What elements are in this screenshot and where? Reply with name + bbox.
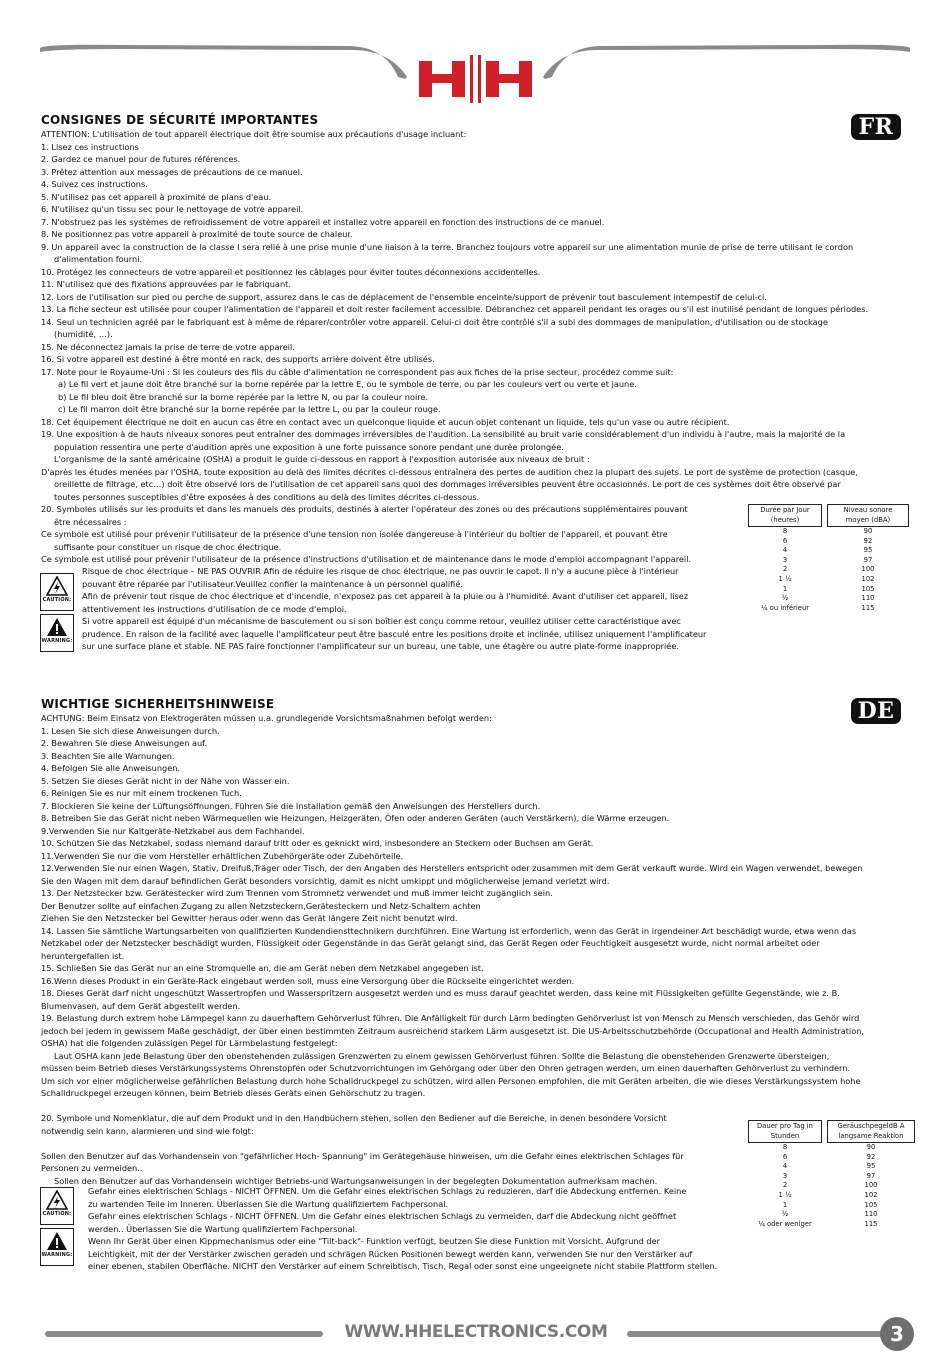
table-row: 3 97 [782,1171,876,1180]
text-line: 1. Lesen Sie sich diese Anweisungen durch. [41,725,220,736]
table-row: ¼ ou inférieur 115 [760,603,875,612]
table-row: ½ 110 [781,1210,878,1219]
text-line: 1. Lisez ces instructions [41,141,139,152]
hh-logo [419,55,532,103]
text-line: Um sich vor einer möglicherweise gefährlichen Belastung durch hohe Schalldruckpegel zu schützen, wird allen Personen empfohlen, die mit Geräten arbeiten, die wie dieses Verstärkungssystem hohe [41,1075,861,1086]
text-line: toutes personnes susceptibles d'être exposées à des conditions au delà des limites décrites ci-dessous. [54,491,480,502]
text-line: Gefahr eines elektrischen Schlags - NICHT ÖFFNEN. Um die Gefahr eines elektrischen Schlags zu reduzieren, darf die Abdeckung entfernen. Keine [88,1186,687,1196]
table-header-duration: Durée par Jour (heures) [748,504,822,527]
text-line: 14. Seul un technicien agréé par le fabriquant est à même de réparer/contrôler votre appareil. Celui-ci doit être contrôlé s'il a subi des dommages de manipulation, d'utilisation ou de stockage [41,316,828,327]
table-row: 2 100 [782,1181,878,1190]
text-line: 9. Un appareil avec la construction de la classe I sera relié à une prise munie d'une liaison à la terre. Branchez toujours votre appareil sur une alimentation munie de prise de terre utilisant le cordon [41,241,854,252]
text-line: 16.Wenn dieses Produkt in ein Geräte-Rack eingebaut werden soll, muss eine Versorgung über die Rückseite eingerichtet werden. [41,975,575,986]
table-header-level: GeräuschpegeldB A langsame Reaktion [827,1120,915,1143]
text-line: être nécessaires : [54,516,127,527]
text-line: a) Le fil vert et jaune doit être branché sur la borne repérée par la lettre E, ou le symbole de terre, ou par les couleurs vert ou verte et jaune. [58,379,637,389]
text-line: 20. Symbole und Nomenklatur, die auf dem Produkt und in den Handbüchern stehen, sollen den Bediener auf die Bereiche, in denen besondere Vorsicht [41,1113,667,1123]
table-row: 3 97 [782,555,873,564]
text-line: werden.. Überlassen Sie die Wartung qualifiziertem Fachpersonal. [88,1223,358,1234]
table-row: 1 ½ 102 [778,1190,878,1199]
table-row: ¼ oder weniger 115 [758,1219,878,1228]
text-line: Afin de prévenir tout risque de choc électrique et d'incendie, n'exposez pas cet appareil à la pluie ou à l'humidité. Avant d'utiliser cet appareil, lisez [82,591,689,601]
text-line: 2. Bewahren Sie diese Anweisungen auf. [41,738,208,748]
text-line: 11. N'utilisez que des fixations approuvées par le fabriquant. [41,279,291,289]
safety-text-fr [41,128,911,566]
text-line: Si votre appareil est équipé d'un mécanisme de basculement ou si son boîtier est conçu comme retour, veuillez utiliser cette caractéristique avec [82,616,681,626]
text-line: 13. Der Netzstecker bzw. Gerätestecker wird zum Trennen vom Stromnetz verwendet und muß immer leicht zugänglich sein. [41,888,553,898]
text-line: 16. Si votre appareil est destiné à être monté en rack, des supports arrière doivent être utilisés. [41,354,435,364]
text-line: oreillette de filtrage, etc…) doit être observé lors de l'utilisation de cet appareil sans quoi des dommages irréversibles peuvent être occasionnés. Le port de ces systèmes doit être observé par [54,479,841,489]
text-line: 18. Cet équipement électrique ne doit en aucun cas être en contact avec un quelconque liquide et aucun objet contenant un liquide, tels qu'un vase ou autre récipient. [41,416,730,427]
text-line: 8. Ne positionnez pas votre appareil à proximité de toute source de chaleur. [41,229,353,239]
table-row: 1 ½ 102 [778,574,875,583]
table-row: 2 100 [782,565,875,574]
table-row: 4 95 [782,1162,876,1171]
text-line: Ce symbole est utilisé pour prévenir l'utilisateur de la présence d'instructions d'utilisation et de maintenance dans le mode d'emploi accompagnant l'appareil. [41,554,692,564]
text-line: Schalldruckpegel erzeugen können, beim Betrieb dieses Geräts einen Gehörschutz zu tragen. [41,1088,426,1098]
warning-icons-de [40,1187,74,1269]
text-line: Laut OSHA kann jede Belastung über den obenstehenden zulässigen Grenzwerten zu einem gewissen Gehörverlust führen. Sollte die Belastung die obenstehenden Grenzwerte übersteigen, [54,1050,830,1061]
text-line: 7. Blockieren Sie keine der Lüftungsöffnungen. Führen Sie die Installation gemäß den Anweisungen des Herstellers durch. [41,800,541,811]
page-number: 3 [880,1317,914,1351]
text-line: 6. Reinigen Sie es nur mit einem trockenen Tuch. [41,788,242,798]
text-line [41,1100,911,1113]
text-line: suffisante pour constituer un risque de choc électrique. [54,541,282,552]
text-line: notwendig sein kann, alarmieren und sind wie folgt: [41,1125,254,1136]
text-line: 4. Suivez ces instructions. [41,179,148,189]
text-line: Sollen den Benutzer auf das Vorhandensein wichtiger Betriebs-und Wartungsanweisungen in der begelegten Dokumentation aufmerksam machen. [54,1175,658,1186]
warning-icons-fr [40,573,74,655]
table-row: 1 105 [782,1200,878,1209]
text-line: heruntergefallen ist. [41,950,125,961]
table-row: 8 90 [782,527,873,535]
language-badge-fr: FR [851,114,901,140]
text-line: 4. Befolgen Sie alle Anweisungen. [41,763,181,773]
table-row: 6 92 [782,1152,876,1161]
table-header-level: Niveau sonore moyen (dBA) [827,504,909,527]
text-line: Ziehen Sie den Netzstecker bei Gewitter heraus oder wenn das Gerät längere Zeit nicht benutzt wird. [41,913,458,923]
text-line: 8. Betreiben Sie das Gerät nicht neben Wärmequellen wie Heizungen, Heizgeräten, Öfen oder anderen Geräten (auch Verstärkern), die Wärme erzeugen. [41,813,670,823]
text-line: jedoch bei jedem in gewissem Maße geschädigt, der über einen bestimmten Zeitraum ausreichend starkem Lärm ausgesetzt ist. Die US-Arbeitsschutzbehörde (Occupational and Health Administration, [41,1025,865,1036]
text-line: Gefahr eines elektrischen Schlags - NICHT ÖFFNEN. Um die Gefahr eines elektrischen Schlags zu vermeiden, darf die Abdeckung nicht geöffnet [88,1211,677,1221]
text-line: 19. Belastung durch extrem hohe Lärmpegel kann zu dauerhaftem Gehörverlust führen. Die Anfälligkeit für durch Lärm bedingten Gehörverlust ist von Mensch zu Mensch verschieden, das Gehör wird [41,1013,860,1023]
text-line: sur une surface plane et stable. NE PAS faire fonctionner l'amplificateur sur un bureau, une table, une étagère ou autre plate-forme inappropriée. [82,641,679,651]
text-line: 15. Schließen Sie das Gerät nur an eine Stromquelle an, die am Gerät neben dem Netzkabel angegeben ist. [41,963,484,973]
text-line: Wenn Ihr Gerät über einen Kippmechanismus oder eine "Tilt-back"- Funktion verfügt, beutzen Sie diese Funktion mit Vorsicht. Aufgrund der [88,1236,661,1246]
text-line: 19. Une exposition à de hauts niveaux sonores peut entraîner des dommages irréversibles de l'audition. La sensibilité au bruit varie considérablement d'un individu à l'autre, mais la majorité de la [41,429,846,439]
section-title-de: WICHTIGE SICHERHEITSHINWEISE [41,697,275,711]
text-line: einer ebenen, stabilen Oberfläche. NICHT den Verstärker auf einem Schreibtisch, Tisch, Regal oder sonst eine ungeeignete nicht stabile Plattform stellen. [88,1261,718,1271]
text-line: müssen beim Betrieb dieses Verstärkungssystems Ohrenstopfen oder Schutzvorrichtungen im Gehörgang oder über den Ohren getragen werden, um einen dauerhaften Gehörverlust zu verhindern. [41,1063,851,1073]
text-line: 10. Schützen Sie das Netzkabel, sodass niemand darauf tritt oder es geknickt wird, insbesondere an Steckern oder Buchsen am Gerät. [41,838,594,848]
noise-table-fr [743,504,914,613]
text-line: Personen zu vermeiden.. [41,1163,143,1173]
text-line: 9.Verwenden Sie nur Kaltgeräte-Netzkabel aus dem Fachhandel. [41,825,305,836]
text-line: 10. Protégez les connecteurs de votre appareil et positionnez les câblages pour éviter toutes déconnexions accidentelles. [41,266,541,277]
caution-label: CAUTION: [42,1211,72,1217]
website-link[interactable]: WWW.HHELECTRONICS.COM [344,1322,608,1342]
text-line: 2. Gardez ce manuel pour de futures références. [41,154,241,164]
text-line: 6. N'utilisez qu'un tissu sec pour le nettoyage de votre appareil. [41,204,304,214]
table-header-duration: Dauer pro Tag in Stunden [748,1120,822,1143]
language-badge-de: DE [851,698,901,724]
text-line: 7. N'obstruez pas les systèmes de refroidissement de votre appareil et installez votre appareil en fonction des instructions de ce manuel. [41,216,605,227]
table-row: 1 105 [782,584,875,593]
warning-icon [40,614,74,652]
text-line: 15. Ne déconnectez jamais la prise de terre de votre appareil. [41,341,295,352]
caution-block-de [88,1185,717,1273]
text-line: prudence. En raison de la facilité avec laquelle l'amplificateur peut être basculé entre les positions droite et inclinée, utilisez uniquement l'amplificateur [82,628,707,639]
text-line: 3. Prêtez attention aux messages de précautions de ce manuel. [41,166,303,177]
caution-block-fr [82,565,706,653]
text-line: 18. Dieses Gerät darf nicht ungeschützt Wassertropfen und Wasserspritzern ausgesetzt werden und es muss darauf geachtet werden, dass keine mit Flüssigkeiten gefüllte Gegenstände, wie z. B. [41,988,840,998]
text-line: (humidité, …). [54,329,113,339]
text-line: L'organisme de la santé américaine (OSHA) a produit le guide ci-dessous en rapport à l'exposition autorisée aux niveaux de bruit : [54,454,590,464]
text-line: D'après les études menées par l'OSHA, toute exposition au delà des limites décrites ci-dessous entraînera des pertes de audition chez la plupart des sujets. Le port de système de protection (casque, [41,466,858,477]
text-line: 5. Setzen Sie dieses Gerät nicht in der Nähe von Wasser ein. [41,775,290,786]
text-line: c) Le fil marron doit être branché sur la borne repérée par la lettre L, ou par la couleur rouge. [58,404,441,414]
text-line: population ressentira une perte d'audition après une exposition à une forte puissance sonore pendant une durée prolongée. [54,441,564,452]
text-line: attentivement les instructions d'utilisation de ce mode d'emploi. [82,603,347,614]
text-line: Der Benutzer sollte auf einfachen Zugang zu allen Netzsteckern,Gerätesteckern und Netz-Schaltern achten [41,900,481,911]
table-row: 6 92 [782,536,873,545]
text-line: 20. Symboles utilisés sur les produits et dans les manuels des produits, destinés à alerter l'opérateur des zones ou des précautions supplémentaires pouvant [41,504,688,514]
warning-label: WARNING: [41,638,73,644]
text-line: Ce symbole est utilisé pour prévenir l'utilisateur de la présence d'une tension non isolée dangereuse à l'intérieur du boîtier de l'appareil, et pouvant être [41,529,668,539]
text-line: Netzkabel oder der Netzstecker beschädigt wurden, Flüssigkeit oder Gegenstände in das Gerät gelangt sind, das Gerät Regen oder Feuchtigkeit ausgesetzt wurde, nicht normal arbeitet oder [41,938,820,948]
text-line: 17. Note pour le Royaume-Uni : Si les couleurs des fils du câble d'alimentation ne correspondent pas aux fiches de la prise secteur, procédez comme suit: [41,366,674,377]
text-line: ACHTUNG: Beim Einsatz von Elektrogeräten müssen u.a. grundlegende Vorsichtsmaßnahmen befolgt werden: [41,713,492,723]
text-line: 13. La fiche secteur est utilisée pour couper l'alimentation de l'appareil et doit rester facilement accessible. Débranchez cet appareil pendant les orages ou s'il est inutilisé pendant de longues périodes. [41,304,869,314]
text-line: 3. Beachten Sie alle Warnungen. [41,750,175,761]
text-line: 12. Lors de l'utilisation sur pied ou perche de support, assurez dans le cas de déplacement de l'ensemble enceinte/support de prévenir tout basculement intempestif de celui-ci. [41,291,767,302]
section-title-fr: CONSIGNES DE SÉCURITÉ IMPORTANTES [41,113,319,127]
warning-label: WARNING: [41,1252,73,1258]
safety-text-de [41,712,911,1187]
text-line: 12.Verwenden Sie nur einen Wagen, Stativ, Dreifuß,Träger oder Tisch, der den Angaben des Herstellers entspricht oder zusammen mit dem Gerät verkauft wurde. Wird ein Wagen verwendet, bewegen [41,863,863,873]
header-decoration [0,0,950,110]
caution-icon [40,573,74,611]
noise-table-de [743,1120,920,1229]
text-line: b) Le fil bleu doit être branché sur la borne repérée par la lettre N, ou par la couleur noire. [58,391,429,402]
text-line: Blumenvasen, auf dem Gerät abgestellt werden. [41,1000,241,1011]
table-row: 8 90 [782,1143,876,1151]
text-line: 14. Lassen Sie sämtliche Wartungsarbeiten von qualifizierten Kundendiensttechnikern durchführen. Eine Wartung ist erforderlich, wenn das Gerät in irgendeiner Art beschädigt wurde, etwa wenn das [41,925,857,936]
text-line: Leichtigkeit, mit der der Verstärker zwischen geraden und schrägen Rücken Positionen bewegt werden kann, verwenden Sie nur den Verstärker auf [88,1248,693,1259]
text-line: zu wartenden Teile im Inneren. Überlassen Sie die Wartung qualifiziertem Fachpersonal. [88,1198,449,1209]
text-line: d'alimentation fourni. [54,254,143,264]
text-line: Sollen den Benutzer auf das Vorhandensein von "gefährlicher Hoch- Spannung" im Gerätegehäuse hinweisen, um die Gefahr eines elektrischen Schlages für [41,1150,684,1161]
text-line: Risque de choc électrique – NE PAS OUVRIR Afin de réduire les risque de choc électrique, ne pas ouvrir le capot. Il n'y a aucune pièce à l'intérieur [82,566,679,576]
text-line: 11.Verwenden Sie nur die vom Hersteller erhältlichen Zubehörgeräte oder Zubehörteile. [41,850,404,861]
text-line: ATTENTION: L'utilisation de tout appareil électrique doit être soumise aux précautions d'usage incluant: [41,129,467,139]
text-line: 5. N'utilisez pas cet appareil à proximité de plans d'eau. [41,191,272,202]
caution-label: CAUTION: [42,597,72,603]
table-row: ½ 110 [781,594,875,603]
text-line: OSHA) hat die folgenden zulässigen Pegel für Lärmbelastung festgelegt: [41,1038,338,1048]
text-line: Sie den Wagen mit dem darauf befindlichen Gerät besonders vorsichtig, damit es nicht umkippt und möglicherweise jemand verletzt wird. [41,875,610,886]
table-row: 4 95 [782,546,873,555]
warning-icon [40,1228,74,1266]
caution-icon [40,1187,74,1225]
text-line: pouvant être réparée par l'utilisateur.Veuillez confier la maintenance à un personnel qualifié. [82,578,463,589]
